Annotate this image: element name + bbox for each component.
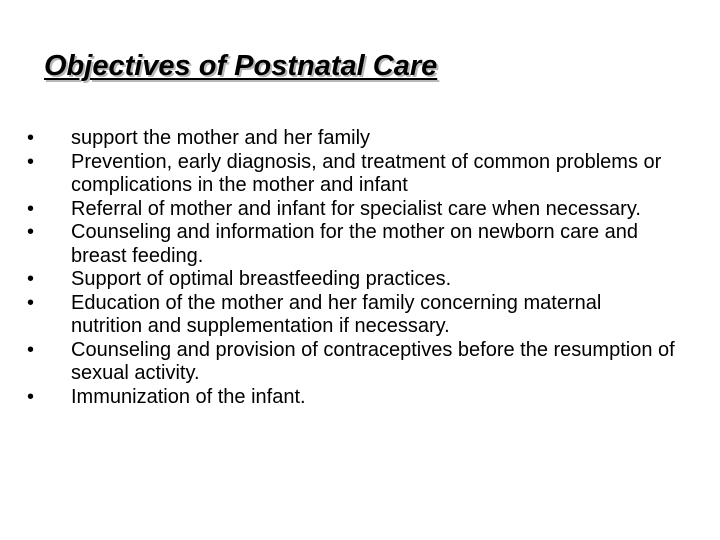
bullet-icon: • (27, 268, 35, 290)
bullet-icon: • (27, 385, 35, 408)
bullet-text: support the mother and her family (71, 127, 371, 149)
bullet-text: Referral of mother and infant for specialist care when necessary. (71, 197, 641, 220)
objectives-list (27, 127, 677, 409)
bullet-item (27, 339, 677, 386)
bullet-item (27, 292, 677, 339)
bullet-text: Counseling and information for the mother on newborn care and breast feeding. (71, 221, 655, 267)
bullet-item (27, 127, 677, 151)
slide-title: Objectives of Postnatal Care (44, 50, 438, 82)
bullet-item (27, 386, 677, 410)
bullet-item (27, 151, 677, 198)
bullet-icon: • (27, 291, 35, 314)
bullet-item (27, 198, 677, 222)
bullet-text: Support of optimal breastfeeding practices. (71, 268, 452, 290)
bullet-icon: • (27, 127, 35, 149)
bullet-text: Immunization of the infant. (71, 385, 306, 408)
bullet-text: Prevention, early diagnosis, and treatment of common problems or complications in the mother and infant (71, 150, 662, 196)
bullet-text: Education of the mother and her family concerning maternal nutrition and supplementation if necessary. (71, 291, 602, 337)
bullet-item (27, 221, 677, 268)
bullet-icon: • (27, 338, 35, 361)
bullet-text: Counseling and provision of contraceptives before the resumption of sexual activity. (71, 338, 675, 384)
bullet-icon: • (27, 197, 35, 220)
bullet-icon: • (27, 221, 35, 243)
bullet-item (27, 268, 677, 292)
bullet-icon: • (27, 150, 35, 173)
